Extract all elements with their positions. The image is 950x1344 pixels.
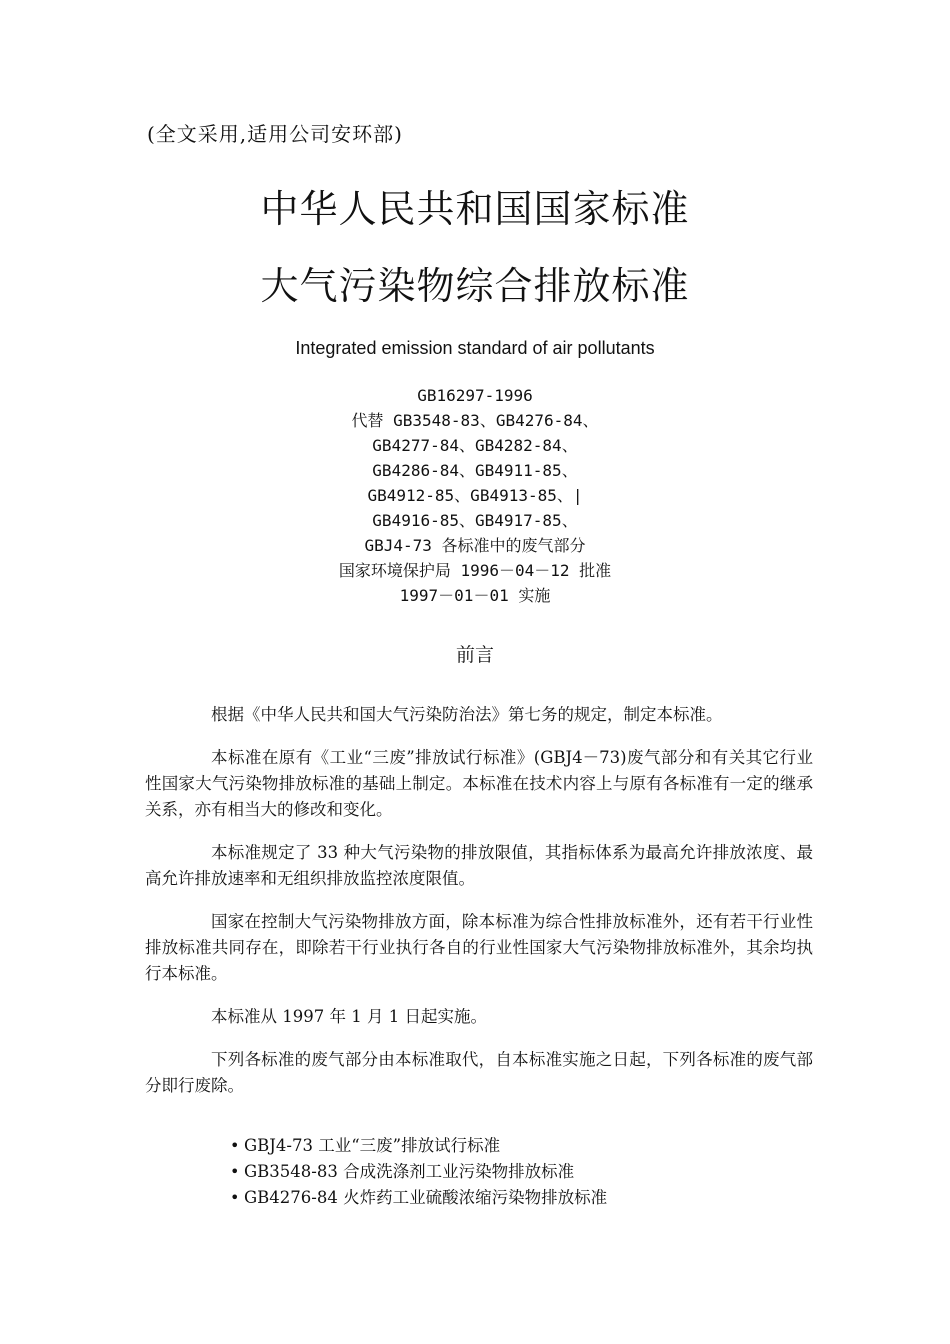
english-title: Integrated emission standard of air pollutants [295, 338, 655, 358]
list-item [230, 1133, 607, 1159]
list-item [230, 1185, 607, 1211]
meta-line: 国家环境保护局 1996－04－12 批准 [338, 561, 612, 580]
paragraph: 国家在控制大气污染物排放方面，除本标准为综合性排放标准外，还有若干行业性排放标准共同存在，即除若干行业执行各自的行业性国家大气污染物排放标准外，其余均执行本标准。 [145, 912, 813, 983]
bullet-icon: • [230, 1188, 240, 1207]
meta-line: GB16297-1996 [417, 386, 533, 405]
standard-meta [0, 383, 950, 608]
preface-body [145, 702, 813, 1116]
meta-line: GB4916-85、GB4917-85、 [372, 511, 578, 530]
paragraph: 本标准在原有《工业“三废”排放试行标准》(GBJ4－73)废气部分和有关其它行业性国家大气污染物排放标准的基础上制定。本标准在技术内容上与原有各标准有一定的继承关系，亦有相当大的修改和变化。 [145, 748, 813, 819]
header-note: (全文采用,适用公司安环部) [147, 122, 403, 146]
bullet-icon: • [230, 1162, 240, 1181]
superseded-standards-list [230, 1133, 607, 1211]
meta-line: GB4286-84、GB4911-85、 [372, 461, 578, 480]
list-item [230, 1159, 607, 1185]
meta-line: GB4912-85、GB4913-85、| [367, 486, 583, 505]
bullet-icon: • [230, 1136, 240, 1155]
meta-line: GB4277-84、GB4282-84、 [372, 436, 578, 455]
paragraph: 根据《中华人民共和国大气污染防治法》第七务的规定，制定本标准。 [211, 705, 723, 724]
paragraph: 本标准规定了 33 种大气污染物的排放限值，其指标体系为最高允许排放浓度、最高允许排放速率和无组织排放监控浓度限值。 [145, 843, 813, 888]
title-line-1: 中华人民共和国国家标准 [260, 187, 690, 231]
list-item-text: GB3548-83 合成洗涤剂工业污染物排放标准 [244, 1162, 575, 1181]
meta-line: 代替 GB3548-83、GB4276-84、 [351, 411, 599, 430]
title-line-2: 大气污染物综合排放标准 [260, 264, 690, 308]
paragraph: 下列各标准的废气部分由本标准取代，自本标准实施之日起，下列各标准的废气部分即行废除。 [145, 1050, 813, 1095]
meta-line: 1997－01－01 实施 [399, 586, 551, 605]
list-item-text: GB4276-84 火炸药工业硫酸浓缩污染物排放标准 [244, 1188, 608, 1207]
paragraph: 本标准从 1997 年 1 月 1 日起实施。 [211, 1007, 487, 1026]
meta-line: GBJ4-73 各标准中的废气部分 [364, 536, 586, 555]
preface-heading: 前言 [455, 644, 494, 666]
list-item-text: GBJ4-73 工业“三废”排放试行标准 [244, 1136, 501, 1155]
